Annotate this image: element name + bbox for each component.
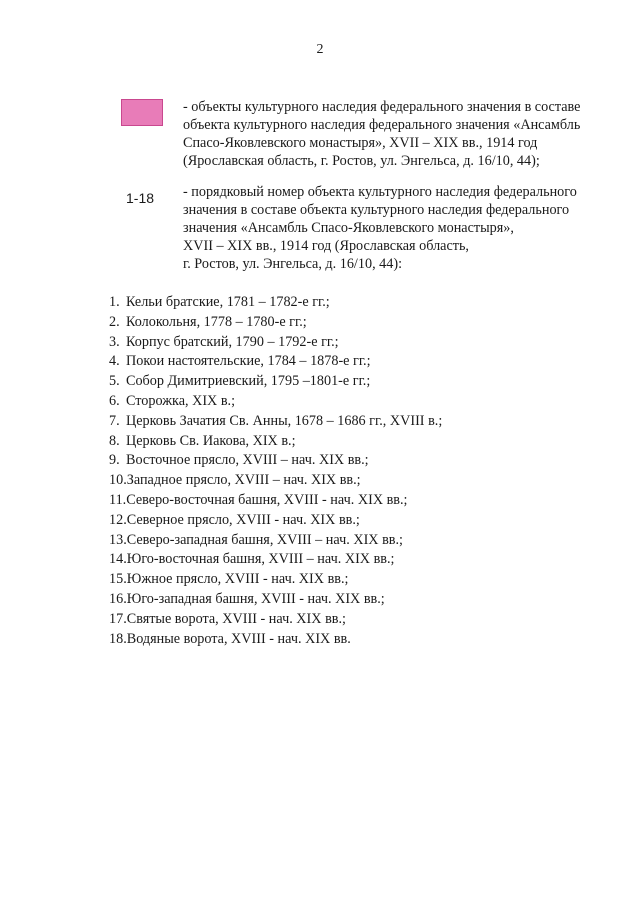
list-item [109, 630, 442, 650]
item-number: 18. [109, 630, 127, 647]
item-number: 7. [109, 412, 120, 429]
legend-serial-number-description [183, 183, 623, 273]
legend-line: значения в составе объекта культурного наследия федерального [183, 202, 570, 218]
item-text: Сторожка, XIX в.; [126, 392, 236, 409]
list-item [109, 531, 442, 551]
legend-line: г. Ростов, ул. Энгельса, д. 16/10, 44): [183, 256, 403, 272]
legend-number-range: 1-18 [126, 190, 155, 206]
item-text: Юго-западная башня, XVIII - нач. XIX вв.; [126, 590, 385, 607]
list-item [109, 313, 442, 333]
list-item [109, 293, 442, 313]
list-item [109, 451, 442, 471]
item-text: Кельи братские, 1781 – 1782-е гг.; [126, 294, 330, 310]
item-number: 2. [109, 313, 120, 330]
item-number: 6. [109, 392, 120, 409]
item-text: Северо-восточная башня, XVIII - нач. XIX вв.; [126, 491, 408, 508]
item-number: 3. [109, 333, 120, 350]
legend-line: - порядковый номер объекта культурного наследия федерального [183, 184, 577, 200]
item-number: 14. [109, 551, 127, 568]
item-text: Церковь Зачатия Св. Анны, 1678 – 1686 гг., XVIII в.; [126, 412, 443, 429]
legend-color-swatch [121, 99, 163, 126]
item-text: Колокольня, 1778 – 1780-е гг.; [126, 313, 307, 330]
item-text: Восточное прясло, XVIII – нач. XIX вв.; [126, 452, 369, 469]
list-item [109, 392, 442, 412]
item-text: Западное прясло, XVIII – нач. XIX вв.; [126, 472, 361, 489]
legend-federal-objects-description [183, 98, 623, 170]
list-item [109, 590, 442, 610]
item-number: 8. [109, 432, 120, 449]
legend-line: (Ярославская область, г. Ростов, ул. Энгельса, д. 16/10, 44); [183, 153, 540, 169]
item-number: 1. [109, 294, 120, 310]
item-number: 13. [109, 531, 127, 548]
list-item [109, 372, 442, 392]
item-text: Водяные ворота, XVIII - нач. XIX вв. [126, 630, 351, 647]
item-number: 11. [109, 491, 127, 508]
item-text: Северное прясло, XVIII - нач. XIX вв.; [126, 511, 360, 528]
item-number: 17. [109, 610, 127, 627]
list-item [109, 333, 442, 353]
item-number: 5. [109, 373, 120, 390]
item-number: 15. [109, 571, 127, 588]
item-text: Северо-западная башня, XVIII – нач. XIX вв.; [126, 531, 403, 548]
item-number: 4. [109, 353, 120, 370]
item-number: 9. [109, 452, 120, 469]
legend-line: XVII – XIX вв., 1914 год (Ярославская область, [183, 238, 469, 254]
item-number: 10. [109, 472, 127, 489]
legend-line: значения «Ансамбль Спасо-Яковлевского монастыря», [183, 220, 514, 236]
page-number: 2 [316, 42, 324, 57]
item-text: Собор Димитриевский, 1795 –1801-е гг.; [126, 373, 371, 390]
item-text: Церковь Св. Иакова, XIX в.; [126, 432, 296, 449]
list-item [109, 471, 442, 491]
legend-line: объекта культурного наследия федерального значения «Ансамбль [183, 117, 581, 133]
item-text: Южное прясло, XVIII - нач. XIX вв.; [126, 571, 349, 588]
list-item [109, 511, 442, 531]
item-text: Покои настоятельские, 1784 – 1878-е гг.; [126, 353, 371, 370]
list-item [109, 550, 442, 570]
list-item [109, 491, 442, 511]
list-item [109, 610, 442, 630]
item-number: 16. [109, 590, 127, 607]
legend-line: - объекты культурного наследия федерального значения в составе [183, 99, 581, 115]
item-text: Святые ворота, XVIII - нач. XIX вв.; [126, 610, 346, 627]
list-item [109, 432, 442, 452]
list-item [109, 352, 442, 372]
heritage-objects-list [109, 293, 442, 649]
legend-line: Спасо-Яковлевского монастыря», XVII – XIX вв., 1914 год [183, 135, 538, 151]
item-text: Корпус братский, 1790 – 1792-е гг.; [126, 333, 339, 350]
item-number: 12. [109, 511, 127, 528]
list-item [109, 412, 442, 432]
list-item [109, 570, 442, 590]
item-text: Юго-восточная башня, XVIII – нач. XIX вв.; [126, 551, 395, 568]
